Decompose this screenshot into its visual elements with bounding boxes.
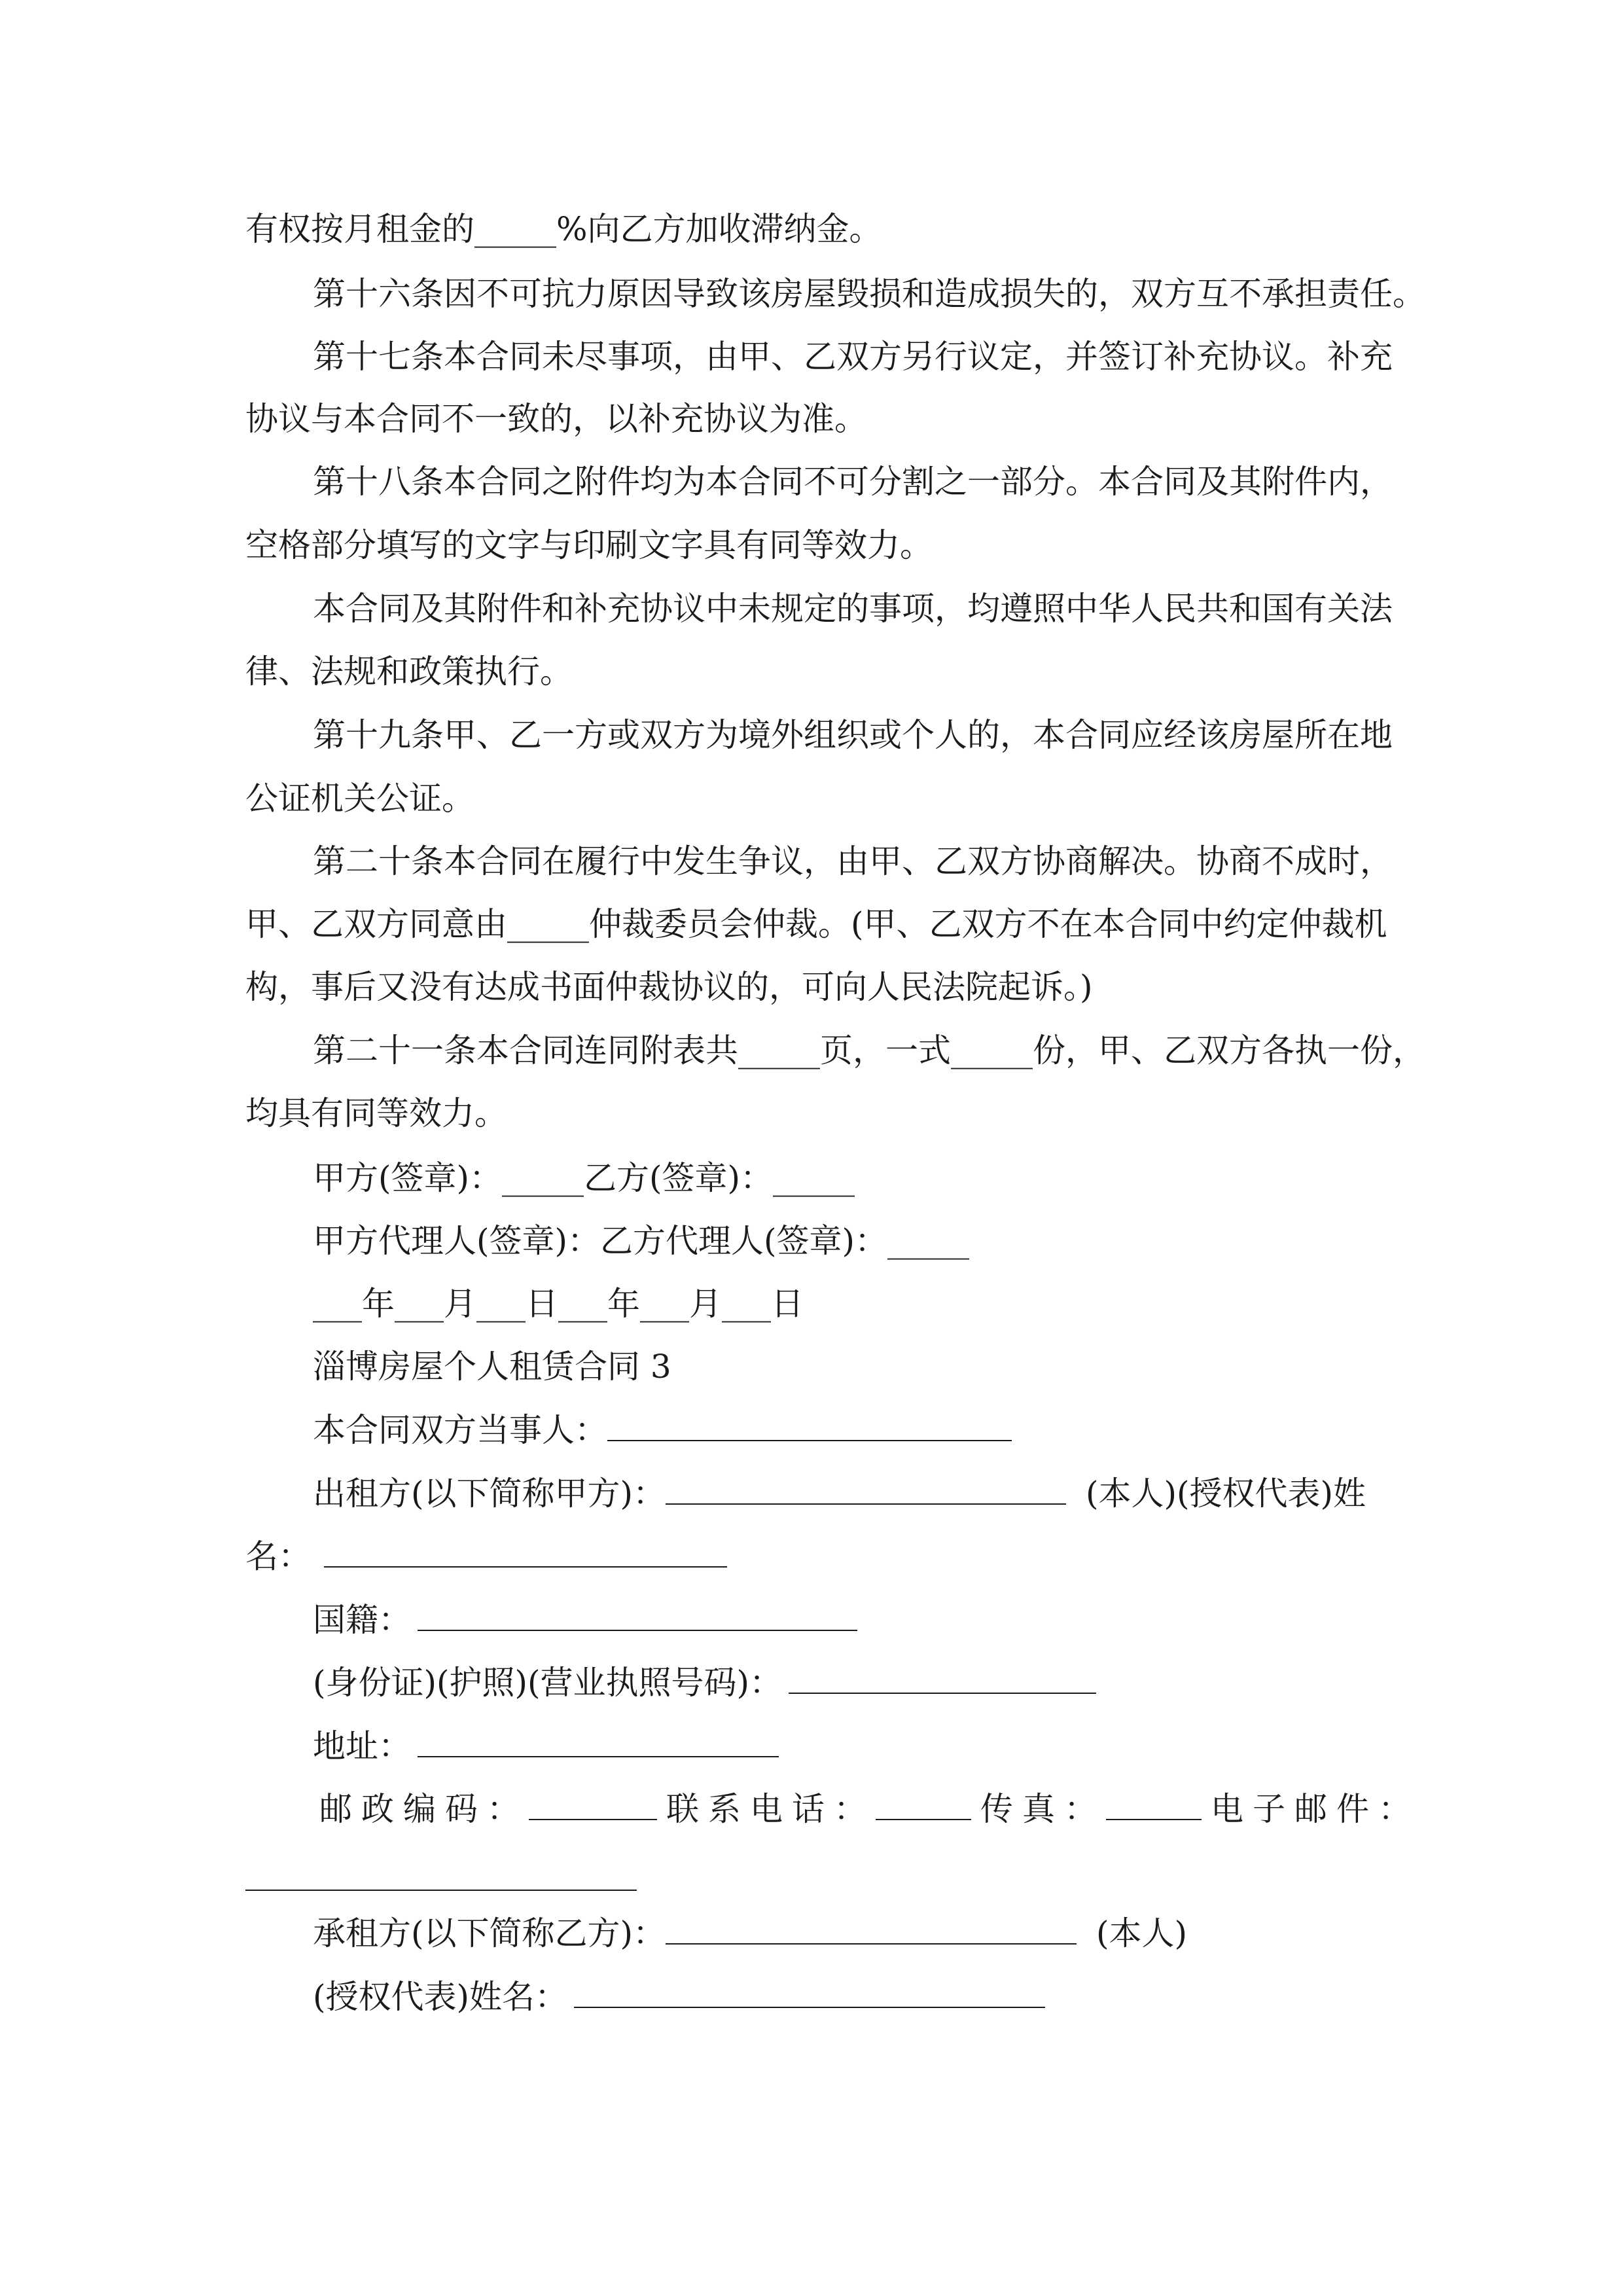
clause-21: 第二十一条本合同连同附表共_____页，一式_____份，甲、乙双方各执一份， [313,1031,1425,1069]
text-line: 构，事后又没有达成书面仲裁协议的，可向人民法院起诉。) [245,968,1093,1006]
id-blank[interactable] [789,1664,1096,1694]
parties-blank[interactable] [607,1411,1012,1441]
clause-19: 第十九条甲、乙一方或双方为境外组织或个人的，本合同应经该房屋所在地 [313,716,1393,754]
fax-label: 传真： [980,1790,1106,1828]
clause-20: 第二十条本合同在履行中发生争议，由甲、乙双方协商解决。协商不成时， [313,842,1393,880]
lessee-blank[interactable] [666,1914,1077,1945]
parties-label: 本合同双方当事人： [313,1411,607,1449]
name-label: 名： [245,1537,311,1575]
email-label: 电子邮件： [1211,1790,1420,1828]
nationality-blank[interactable] [418,1601,857,1631]
text-line: 本合同及其附件和补充协议中未规定的事项，均遵照中华人民共和国有关法 [313,590,1393,628]
clause-16: 第十六条因不可抗力原因导致该房屋毁损和造成损失的，双方互不承担责任。 [313,275,1425,313]
lessee-name-blank[interactable] [574,1978,1045,2008]
text-line: 公证机关公证。 [245,780,474,817]
id-label: (身份证)(护照)(营业执照号码)： [313,1664,783,1702]
nationality-row [313,1600,857,1640]
text-line: 甲、乙双方同意由_____仲裁委员会仲裁。(甲、乙双方不在本合同中约定仲裁机 [245,905,1387,943]
id-row [313,1663,1096,1702]
text-line: 律、法规和政策执行。 [245,653,573,691]
lessee-row [313,1914,1187,1953]
text-line: 空格部分填写的文字与印刷文字具有同等效力。 [245,526,933,564]
email-blank[interactable] [245,1890,637,1891]
lessor-label: 出租方(以下简称甲方)： [313,1475,666,1513]
nationality-label: 国籍： [313,1601,411,1639]
lessor-name-row [245,1537,727,1576]
address-row [313,1727,779,1766]
date-line: ___年___月___日___年___月___日 [313,1285,804,1323]
lessor-row [313,1474,1366,1513]
contract-title: 淄博房屋个人租赁合同 3 [313,1348,671,1386]
address-blank[interactable] [418,1727,779,1757]
parties-row [313,1410,1012,1450]
agent-signature-line: 甲方代理人(签章)：乙方代理人(签章)：_____ [313,1222,970,1260]
clause-17: 第十七条本合同未尽事项，由甲、乙双方另行议定，并签订补充协议。补充 [313,338,1393,376]
text-line: 均具有同等效力。 [245,1094,507,1132]
lessor-blank[interactable] [666,1475,1066,1505]
text-line: 有权按月租金的_____%向乙方加收滞纳金。 [245,210,882,248]
text-line: 协议与本合同不一致的，以补充协议为准。 [245,400,867,438]
signature-line: 甲方(签章)：_____乙方(签章)：_____ [313,1159,855,1197]
phone-blank[interactable] [876,1790,971,1820]
clause-18: 第十八条本合同之附件均为本合同不可分割之一部分。本合同及其附件内， [313,463,1393,501]
lessee-name-label: (授权代表)姓名： [313,1978,568,2016]
contact-row [319,1789,1420,1829]
postal-label: 邮政编码： [319,1790,529,1828]
fax-blank[interactable] [1106,1790,1202,1820]
phone-label: 联系电话： [666,1790,876,1828]
address-label: 地址： [313,1727,411,1765]
postal-blank[interactable] [529,1790,657,1820]
lessor-tail: (本人)(授权代表)姓 [1086,1475,1366,1513]
lessee-tail: (本人) [1096,1914,1188,1952]
lessee-name-row [313,1977,1045,2017]
lessor-name-blank[interactable] [324,1537,727,1568]
lessee-label: 承租方(以下简称乙方)： [313,1914,666,1952]
